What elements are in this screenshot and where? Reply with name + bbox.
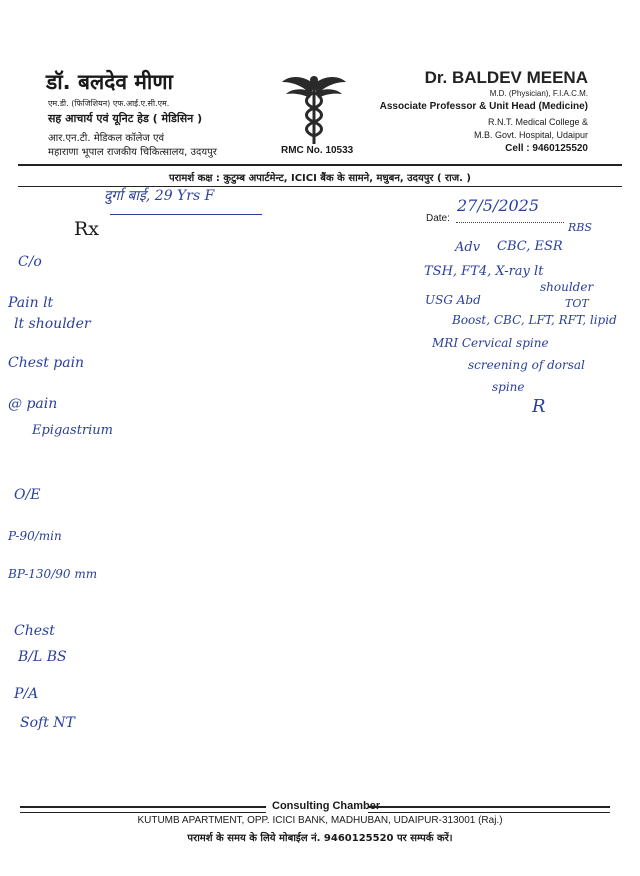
doctor-designation-hindi: सह आचार्य एवं यूनिट हेड ( मेडिसिन ) [48, 112, 203, 125]
hospital-hindi: महाराणा भूपाल राजकीय चिकित्सालय, उदयपुर [48, 147, 217, 158]
note-line: CBC, ESR [497, 239, 563, 254]
note-line: Boost, CBC, LFT, RFT, lipid [452, 313, 617, 327]
note-line: P/A [14, 686, 39, 702]
note-line: MRI Cervical spine [432, 336, 549, 350]
note-line: Epigastrium [32, 423, 114, 438]
footer-rule-left [20, 806, 266, 813]
note-line: Chest pain [8, 355, 85, 371]
note-line: Pain lt [8, 295, 54, 311]
footer-contact-note: परामर्श के समय के लिये मोबाईल नं. 9460125520 पर सम्पर्क करें। [187, 833, 453, 844]
hospital-name: M.B. Govt. Hospital, Udaipur [473, 130, 588, 140]
doctor-degree: M.D. (Physician), F.I.A.C.M. [489, 89, 588, 98]
doctor-initial: R [532, 396, 546, 417]
note-line: Chest [14, 623, 55, 639]
footer-rule-right [368, 806, 610, 813]
patient-name-age: दुर्गा बाई, 29 Yrs F [104, 188, 215, 204]
footer-title: Consulting Chamber [272, 800, 381, 812]
note-line: O/E [14, 487, 41, 503]
note-line: TOT [565, 297, 589, 310]
college-name: R.N.T. Medical College & [487, 117, 588, 127]
rx-symbol: Rx [74, 218, 100, 240]
handwritten-date: 27/5/2025 [457, 196, 540, 215]
doctor-name: Dr. BALDEV MEENA [424, 68, 588, 87]
patient-underline [110, 214, 262, 215]
header-divider-top [18, 164, 622, 166]
header-divider-bottom [18, 186, 622, 187]
note-line: shoulder [540, 280, 594, 294]
note-line: @ pain [8, 396, 58, 412]
cell-number: Cell : 9460125520 [505, 143, 588, 154]
note-line: Adv [455, 240, 481, 255]
note-line: RBS [568, 221, 592, 234]
doctor-degree-hindi: एम.डी. (फिजिशियन) एफ.आई.ए.सी.एम. [48, 99, 170, 108]
date-line [456, 222, 564, 223]
note-line: B/L BS [18, 649, 67, 665]
note-line: spine [492, 380, 525, 394]
caduceus-logo [280, 70, 348, 146]
doctor-name-hindi: डॉ. बलदेव मीणा [46, 70, 173, 94]
note-line: P-90/min [8, 529, 62, 543]
rmc-number: RMC No. 10533 [281, 145, 354, 156]
college-hindi: आर.एन.टी. मेडिकल कॉलेज एवं [48, 133, 165, 144]
note-line: Soft NT [20, 715, 75, 731]
date-label: Date: [426, 213, 450, 224]
note-line: screening of dorsal [468, 358, 585, 372]
clinic-address-hindi: परामर्श कक्ष : कुटुम्ब अपार्टमेन्ट, ICICI बैंक के सामने, मधुबन, उदयपुर ( राज. ) [168, 173, 471, 184]
note-line: lt shoulder [14, 316, 91, 332]
note-line: C/o [18, 254, 42, 270]
doctor-designation: Associate Professor & Unit Head (Medicine) [379, 101, 588, 112]
footer-address: KUTUMB APARTMENT, OPP. ICICI BANK, MADHUBAN, UDAIPUR-313001 (Raj.) [137, 815, 503, 826]
note-line: BP-130/90 mm [8, 567, 98, 581]
note-line: TSH, FT4, X-ray lt [424, 264, 544, 279]
note-line: USG Abd [425, 293, 481, 307]
